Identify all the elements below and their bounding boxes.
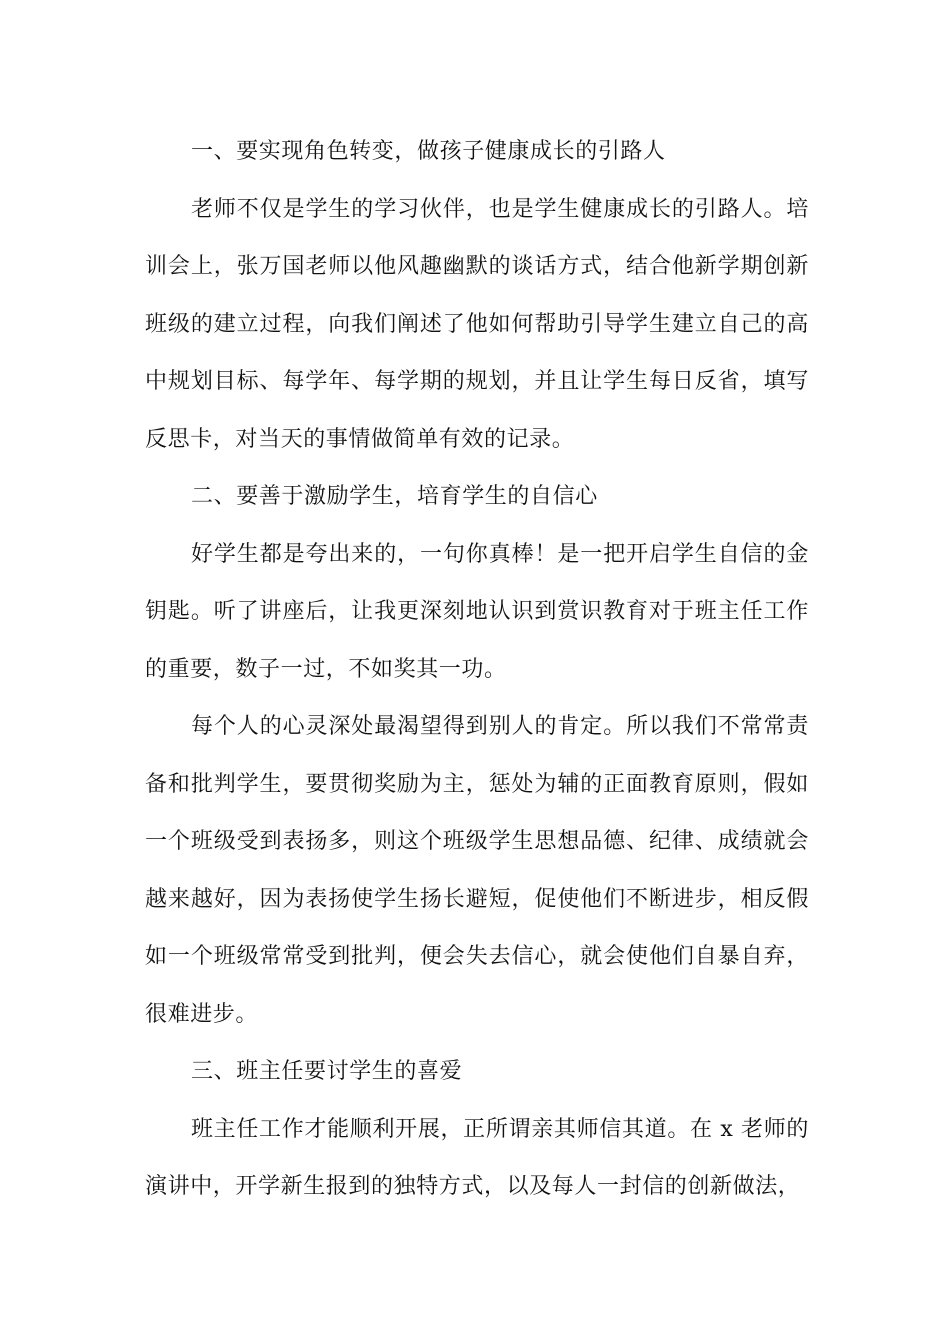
section-heading-1: 一、要实现角色转变，做孩子健康成长的引路人 xyxy=(191,139,666,164)
body-paragraph-3: 每个人的心灵深处最渴望得到别人的肯定。所以我们不常常责备和批判学生，要贯彻奖励为主，惩处为辅的正面教育原则，假如一个班级受到表扬多，则这个班级学生思想品德、纪律、成绩就会越来越好，因为表扬使学生扬长避短，促使他们不断进步，相反假如一个班级常常受到批判，便会失去信心，就会使他们自暴自弃，很难进步。 xyxy=(145,714,809,1027)
section-heading-2: 二、要善于激励学生，培育学生的自信心 xyxy=(191,484,598,509)
document-body xyxy=(145,123,809,1216)
body-paragraph-4: 班主任工作才能顺利开展，正所谓亲其师信其道。在 x 老师的演讲中，开学新生报到的独特方式，以及每人一封信的创新做法， xyxy=(145,1116,809,1199)
section-heading-3: 三、班主任要讨学生的喜爱 xyxy=(191,1059,463,1084)
body-paragraph-2: 好学生都是夸出来的，一句你真棒！是一把开启学生自信的金钥匙。听了讲座后，让我更深刻地认识到赏识教育对于班主任工作的重要，数子一过，不如奖其一功。 xyxy=(145,541,809,682)
body-paragraph-1: 老师不仅是学生的学习伙伴，也是学生健康成长的引路人。培训会上，张万国老师以他风趣幽默的谈话方式，结合他新学期创新班级的建立过程，向我们阐述了他如何帮助引导学生建立自己的高中规划目标、每学年、每学期的规划，并且让学生每日反省，填写反思卡，对当天的事情做简单有效的记录。 xyxy=(145,196,809,452)
